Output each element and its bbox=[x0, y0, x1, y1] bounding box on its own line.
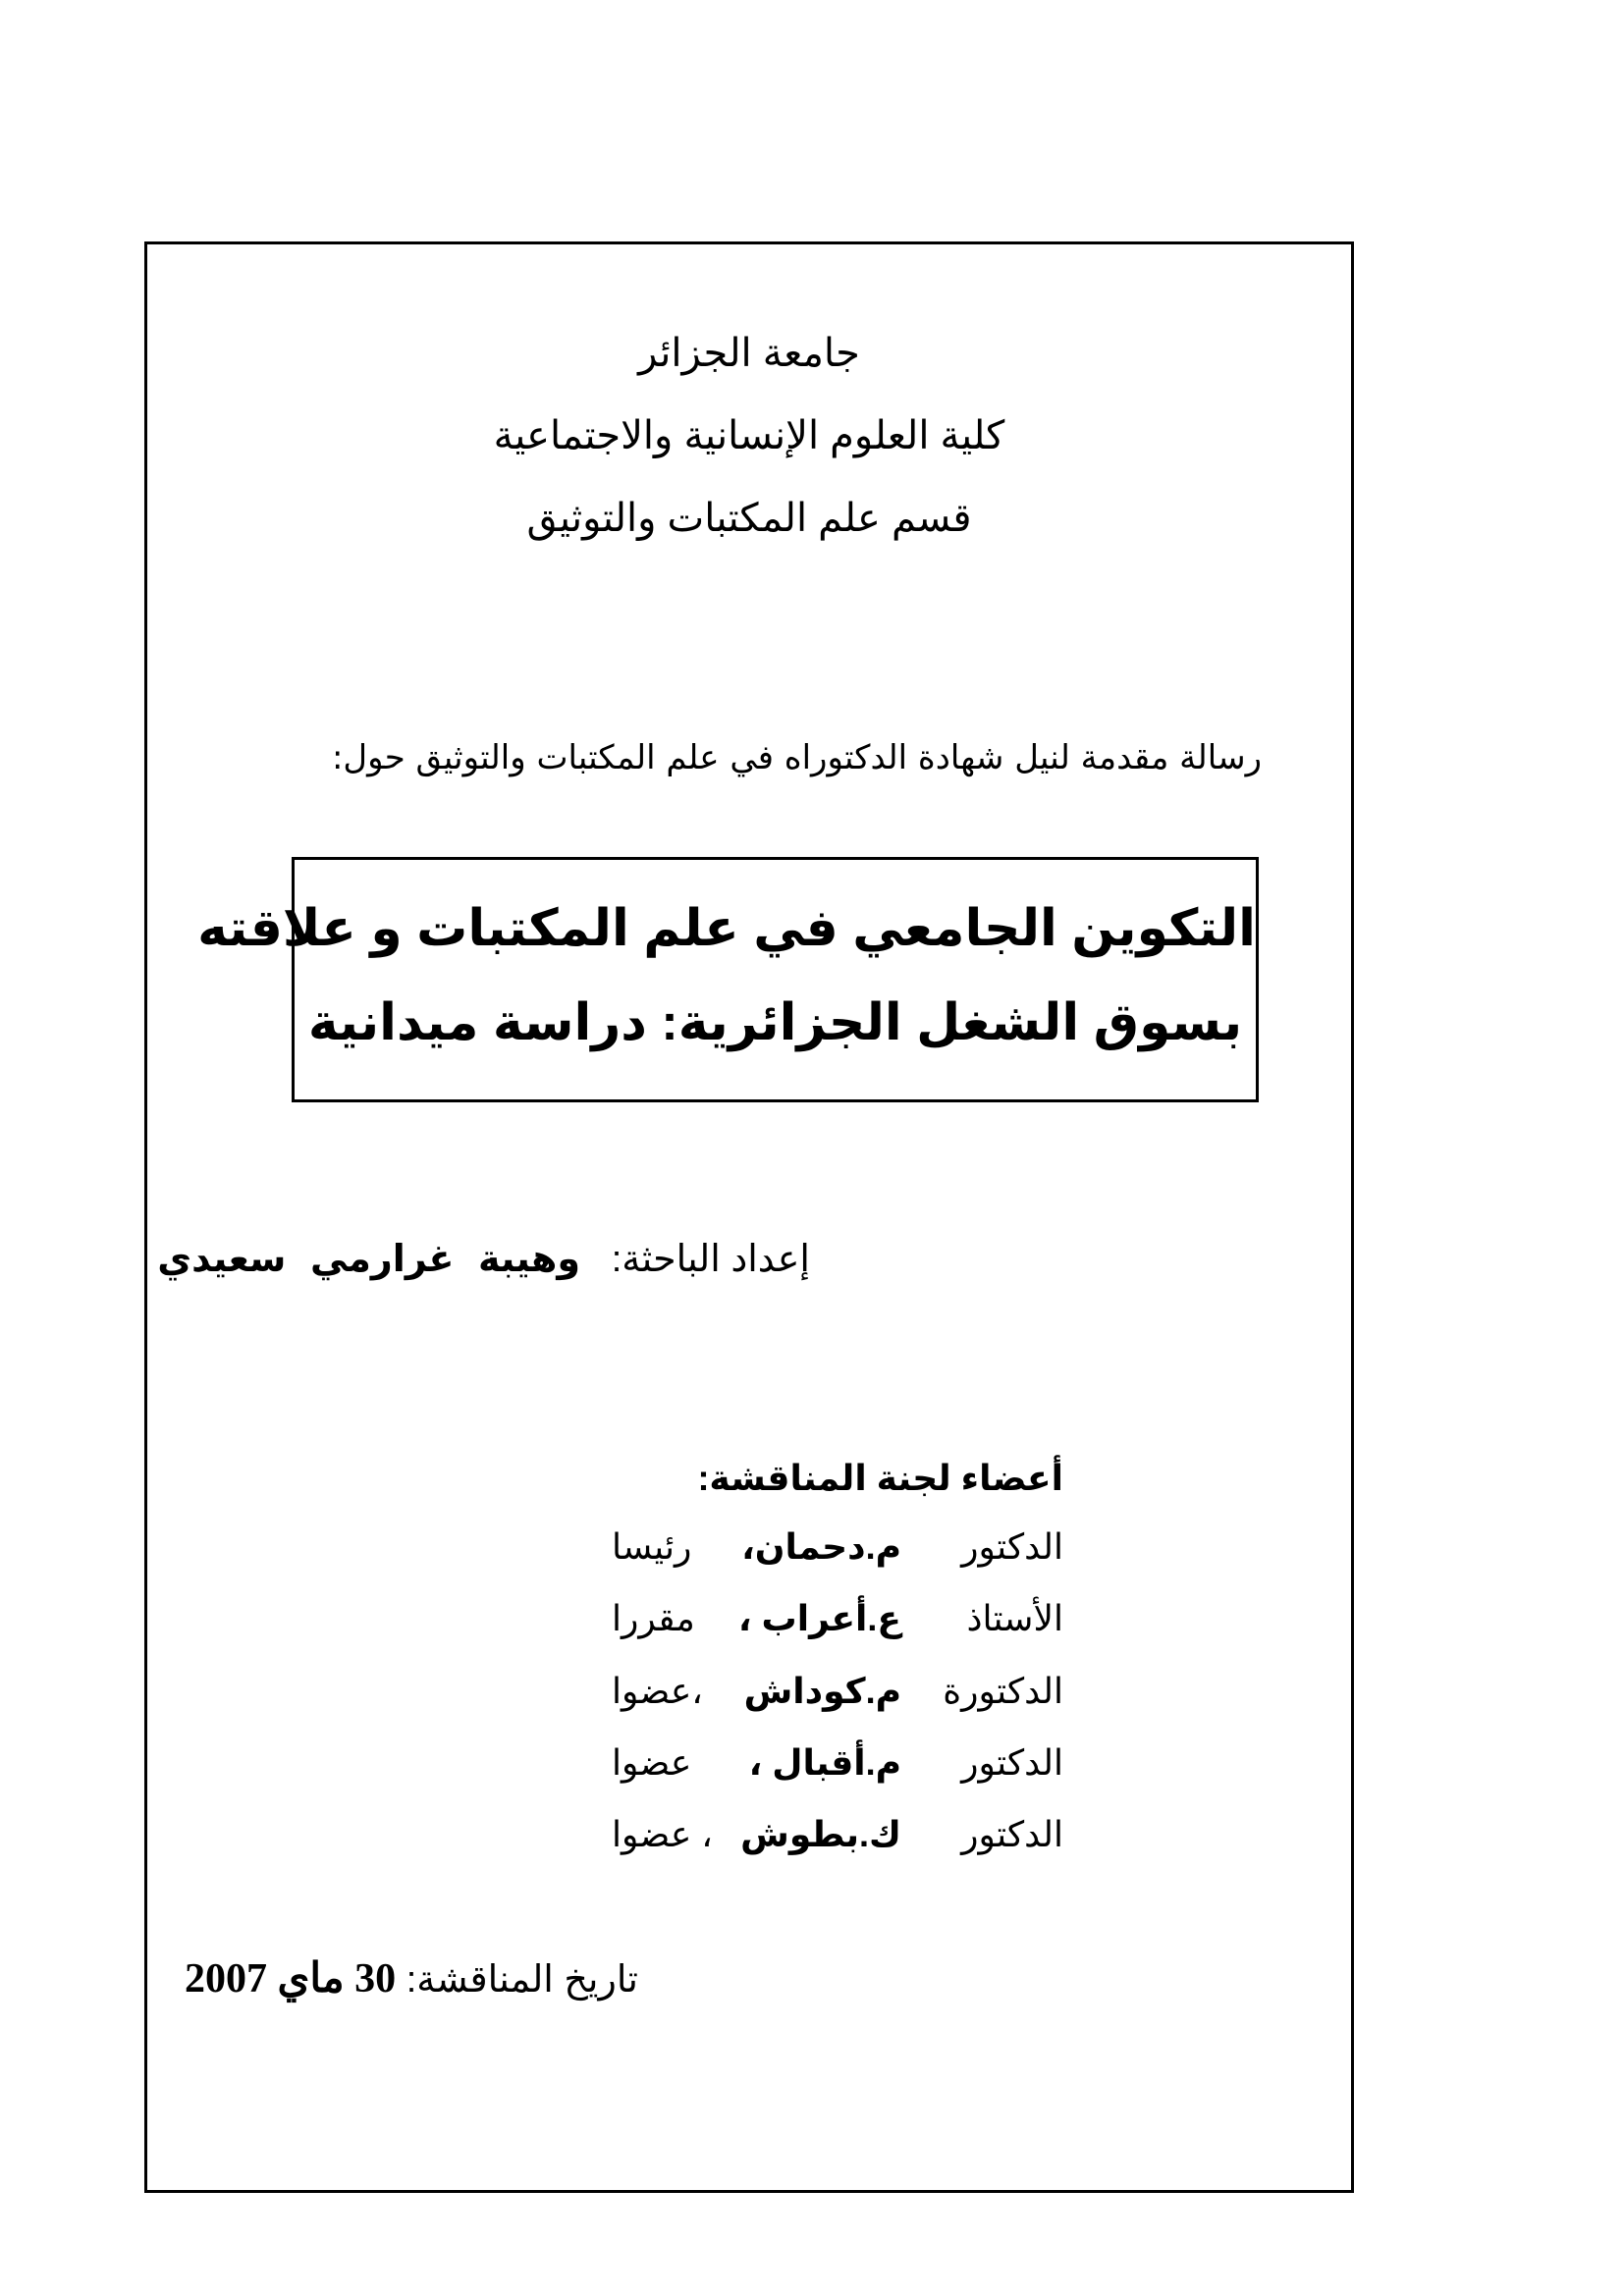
member-role: مقررا bbox=[612, 1598, 695, 1638]
committee-member bbox=[612, 1742, 1063, 1786]
department-name: قسم علم المكتبات والتوثيق bbox=[526, 497, 972, 540]
member-name: م.كوداش bbox=[743, 1671, 901, 1711]
thesis-intro: رسالة مقدمة لنيل شهادة الدكتوراه في علم المكتبات والتوثيق حول: bbox=[331, 738, 1262, 777]
committee-member bbox=[612, 1671, 1063, 1714]
member-title: الدكتور bbox=[961, 1526, 1063, 1567]
member-role: ،عضوا bbox=[612, 1671, 703, 1711]
thesis-title-line-1: التكوين الجامعي في علم المكتبات و علاقته bbox=[197, 900, 1256, 957]
member-title: الدكتورة bbox=[943, 1671, 1063, 1711]
defense-date-label: تاريخ المناقشة: bbox=[406, 1959, 638, 2001]
member-title: الدكتور bbox=[961, 1814, 1063, 1854]
member-role: عضوا bbox=[612, 1742, 692, 1783]
defense-date bbox=[185, 1953, 638, 2002]
committee-heading: أعضاء لجنة المناقشة: bbox=[697, 1458, 1063, 1498]
researcher-name: وهيبة غرارمي سعيدي bbox=[157, 1239, 581, 1280]
prepared-by bbox=[157, 1237, 810, 1281]
member-role: ، عضوا bbox=[612, 1814, 713, 1854]
university-name: جامعة الجزائر bbox=[638, 332, 860, 375]
member-name: م.دحمان، bbox=[741, 1526, 901, 1567]
committee-member bbox=[612, 1598, 1063, 1641]
faculty-name: كلية العلوم الإنسانية والاجتماعية bbox=[493, 414, 1005, 457]
member-name: م.أقبال ، bbox=[748, 1742, 901, 1783]
member-name: ع.أعراب ، bbox=[737, 1598, 901, 1638]
prepared-by-label: إعداد الباحثة: bbox=[611, 1239, 810, 1280]
member-name: ك.بطوش bbox=[740, 1814, 901, 1854]
defense-date-value: 30 ماي 2007 bbox=[184, 1956, 397, 2002]
member-role: رئيسا bbox=[612, 1526, 692, 1567]
committee-member bbox=[612, 1526, 1063, 1570]
thesis-title-line-2: بسوق الشغل الجزائرية: دراسة ميدانية bbox=[307, 994, 1243, 1051]
member-title: الأستاذ bbox=[966, 1598, 1063, 1638]
committee-member bbox=[612, 1814, 1063, 1857]
member-title: الدكتور bbox=[961, 1742, 1063, 1783]
thesis-title-box bbox=[197, 857, 1259, 1102]
